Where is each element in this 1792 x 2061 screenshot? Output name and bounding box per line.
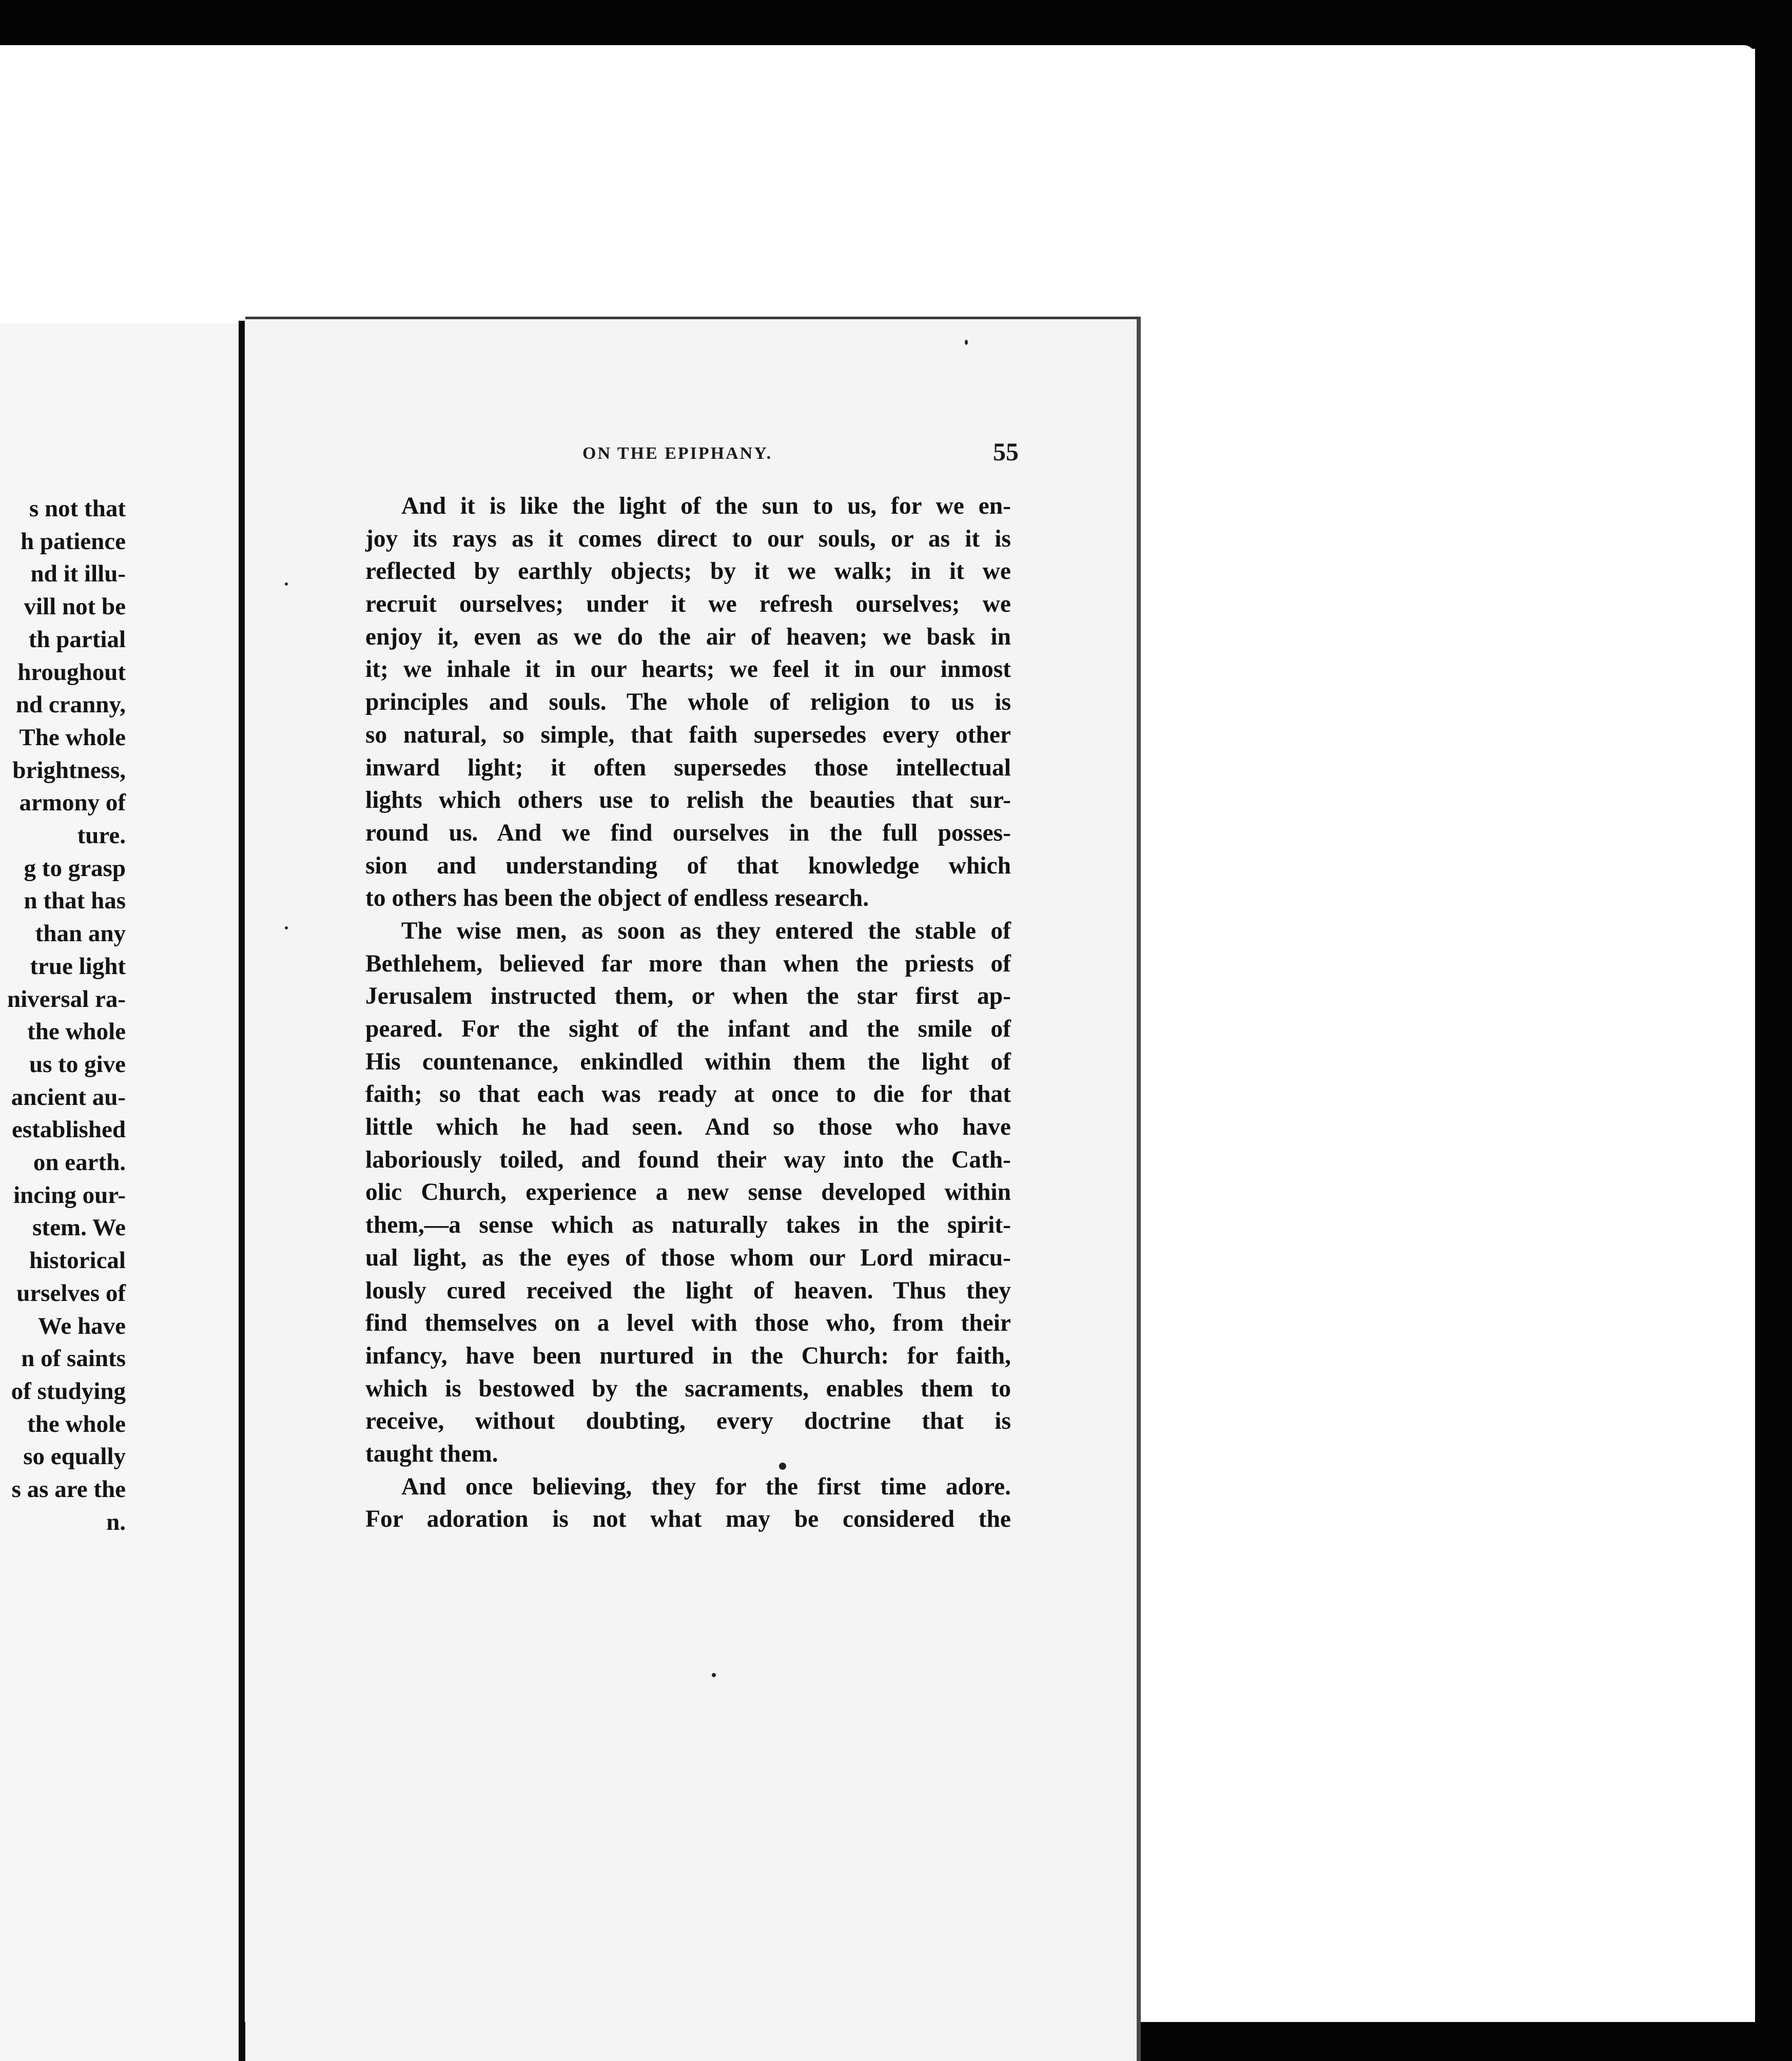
page-number: 55 [993,437,1019,466]
page-body-text [365,490,1011,1536]
previous-page-line: true light [30,952,126,980]
ink-speck [965,340,968,345]
page-gutter-edge [239,321,245,2061]
previous-page-fragment [0,323,241,2061]
text-line: principles and souls. The whole of religion to us is [365,689,1011,716]
ink-speck [285,926,288,929]
previous-page-line: the whole [27,1018,126,1045]
previous-page-line: of studying [11,1377,126,1405]
previous-page-line: h patience [21,528,126,555]
text-line: lights which others use to relish the beauties that sur- [365,787,1011,814]
text-line: Bethlehem, believed far more than when the priests of [365,950,1011,977]
text-line: them,—a sense which as naturally takes in the spirit- [365,1212,1011,1239]
text-line: reflected by earthly objects; by it we walk; in it we [365,558,1011,585]
text-line: which is bestowed by the sacraments, enables them to [365,1375,1011,1402]
text-line: And once believing, they for the first time adore. [401,1473,1011,1500]
previous-page-line: nd cranny, [15,691,126,718]
ink-speck [712,1673,716,1677]
previous-page-line: vill not be [24,593,126,620]
previous-page-line: We have [37,1312,126,1339]
text-line: olic Church, experience a new sense developed within [365,1179,1011,1206]
previous-page-line: the whole [27,1410,126,1437]
previous-page-line: g to grasp [24,854,126,882]
previous-page-line: armony of [19,789,126,816]
previous-page-line: n. [106,1508,126,1535]
previous-page-line: so equally [23,1443,126,1470]
text-line: round us. And we find ourselves in the full posses- [365,819,1011,846]
previous-page-line: historical [29,1247,126,1274]
text-line: it; we inhale it in our hearts; we feel it in our inmost [365,656,1011,683]
ink-speck [285,582,288,586]
text-line: And it is like the light of the sun to us, for we en- [401,493,1011,519]
previous-page-line: urselves of [16,1279,126,1307]
previous-page-line: stem. We [32,1214,126,1241]
scan-border-top [0,0,1792,49]
text-line: inward light; it often supersedes those intellectual [365,754,1011,781]
previous-page-line: nd it illu- [30,560,126,588]
previous-page-line: th partial [28,626,126,653]
text-line: sion and understanding of that knowledge which [365,852,1011,879]
previous-page-line: n that has [24,887,126,915]
text-line: lously cured received the light of heaven. Thus they [365,1277,1011,1304]
text-line: to others has been the object of endless research. [365,885,869,912]
text-line: little which he had seen. And so those who have [365,1114,1011,1141]
previous-page-line: The whole [19,724,126,751]
previous-page-line: ture. [77,822,126,849]
running-head: ON THE EPIPHANY. [582,444,773,463]
previous-page-line: ancient au- [11,1083,126,1111]
text-line: so natural, so simple, that faith supersedes every other [365,721,1011,748]
previous-page-line: on earth. [33,1149,126,1176]
scan-border-right [1755,0,1792,2061]
previous-page-line: brightness, [12,756,126,784]
text-line: ual light, as the eyes of those whom our Lord miracu- [365,1244,1011,1271]
previous-page-line: s as are the [11,1476,126,1503]
text-line: faith; so that each was ready at once to die for that [365,1081,1011,1108]
previous-page-line: established [12,1116,126,1143]
text-line: For adoration is not what may be considered the [365,1506,1011,1533]
text-line: taught them. [365,1440,498,1467]
previous-page-line: niversal ra- [7,985,126,1013]
previous-page-line: hroughout [17,658,126,686]
previous-page-text [0,493,126,1539]
text-line: find themselves on a level with those who, from their [365,1310,1011,1337]
text-line: enjoy it, even as we do the air of heaven; we bask in [365,623,1011,650]
text-line: infancy, have been nurtured in the Church: for faith, [365,1342,1011,1369]
text-line: peared. For the sight of the infant and the smile of [365,1016,1011,1042]
previous-page-line: n of saints [21,1345,126,1372]
text-line: The wise men, as soon as they entered the stable of [401,917,1011,944]
previous-page-line: incing our- [13,1181,126,1209]
previous-page-line: than any [35,920,126,947]
text-line: Jerusalem instructed them, or when the star first ap- [365,983,1011,1010]
text-line: joy its rays as it comes direct to our souls, or as it is [365,525,1011,552]
text-line: laboriously toiled, and found their way into the Cath- [365,1146,1011,1173]
previous-page-line: s not that [29,495,126,522]
text-line: recruit ourselves; under it we refresh ourselves; we [365,591,1011,618]
previous-page-line: us to give [29,1051,126,1078]
text-line: His countenance, enkindled within them the light of [365,1048,1011,1075]
text-line: receive, without doubting, every doctrine that is [365,1408,1011,1435]
ink-speck [779,1463,786,1470]
